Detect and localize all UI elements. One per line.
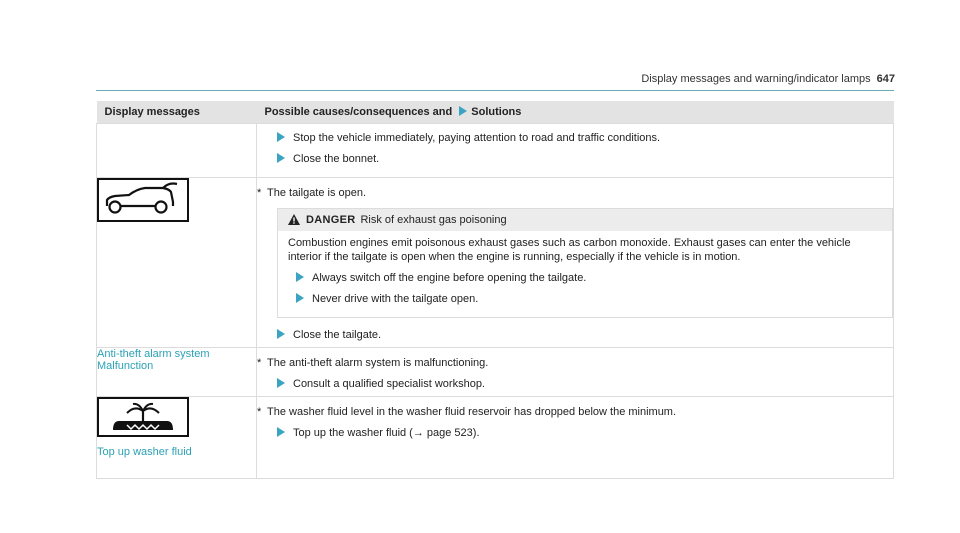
danger-box	[277, 208, 893, 318]
message-anti-theft-line2: Malfunction	[97, 360, 154, 372]
solution-step: Consult a qualified specialist workshop.	[277, 377, 893, 391]
step-arrow-icon	[277, 329, 285, 339]
table-row	[97, 124, 894, 178]
solution-step: Close the tailgate.	[277, 328, 893, 342]
table-row	[97, 178, 894, 348]
page-header	[641, 73, 895, 85]
warning-triangle-icon	[288, 214, 300, 225]
header-divider	[96, 90, 894, 91]
solution-cell	[257, 397, 894, 479]
danger-heading	[278, 209, 892, 231]
message-cell	[97, 348, 257, 397]
step-arrow-icon	[296, 272, 304, 282]
washer-fluid-icon	[97, 397, 256, 440]
solution-arrow-icon	[459, 106, 467, 116]
danger-word: DANGER	[306, 214, 356, 226]
tailgate-open-icon	[97, 178, 256, 225]
message-top-up-washer-fluid: Top up washer fluid	[97, 446, 192, 458]
danger-body	[278, 231, 892, 317]
step-arrow-icon	[296, 293, 304, 303]
col-header-display-messages: Display messages	[97, 101, 257, 124]
solution-cell	[257, 348, 894, 397]
table-row	[97, 348, 894, 397]
display-messages-table	[96, 101, 894, 479]
danger-title: Risk of exhaust gas poisoning	[360, 214, 507, 226]
page-number: 647	[876, 73, 895, 85]
cause-text: * The tailgate is open.	[257, 187, 367, 199]
danger-text: Combustion engines emit poisonous exhaust gases such as carbon monoxide. Exhaust gases can enter the vehicle interior if the tailgate is open when the engine is running, especially if the vehicle is in motion.	[288, 237, 851, 263]
page-header-title: Display messages and warning/indicator lamps	[641, 73, 871, 85]
solution-step: Top up the washer fluid (→ page 523).	[277, 426, 893, 440]
solution-cell	[257, 124, 894, 178]
solution-cell	[257, 178, 894, 348]
cause-text: * The anti-theft alarm system is malfunctioning.	[257, 357, 489, 369]
message-anti-theft-line1: Anti-theft alarm system	[97, 348, 210, 360]
message-cell	[97, 178, 257, 348]
message-cell	[97, 124, 257, 178]
table-header-row	[97, 101, 894, 124]
step-arrow-icon	[277, 153, 285, 163]
step-arrow-icon	[277, 378, 285, 388]
col-header-causes-solutions: Possible causes/consequences and Solutions	[257, 101, 894, 124]
solution-step: Close the bonnet.	[277, 152, 893, 166]
danger-step: Always switch off the engine before opening the tailgate.	[296, 271, 882, 285]
step-arrow-icon	[277, 427, 285, 437]
danger-step: Never drive with the tailgate open.	[296, 292, 882, 306]
solution-step: Stop the vehicle immediately, paying attention to road and traffic conditions.	[277, 131, 893, 145]
cause-text: * The washer fluid level in the washer fluid reservoir has dropped below the minimum.	[257, 406, 677, 418]
table-row	[97, 397, 894, 479]
message-cell	[97, 397, 257, 479]
step-arrow-icon	[277, 132, 285, 142]
